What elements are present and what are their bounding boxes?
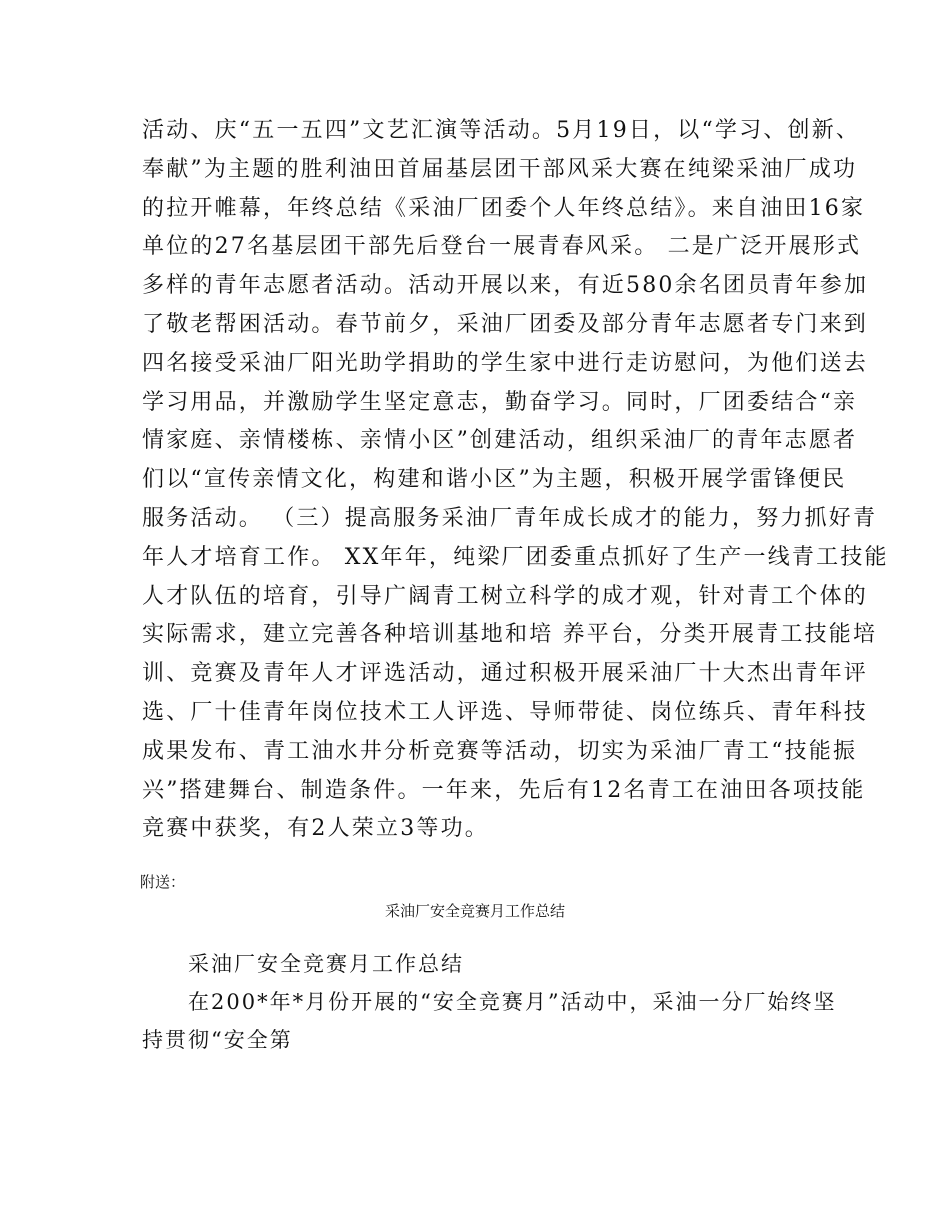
body-line: 情家庭、亲情楼栋、亲情小区”创建活动，组织采油厂的青年志愿者 (142, 428, 858, 454)
body-line: 年人才培育工作。 XX年年，纯梁厂团委重点抓好了生产一线青工技能 (142, 544, 889, 570)
body-line: 竞赛中获奖，有2人荣立3等功。 (142, 816, 489, 842)
appendix-heading: 采油厂安全竞赛月工作总结 (188, 952, 464, 976)
body-line: 们以“宣传亲情文化，构建和谐小区”为主题，积极开展学雷锋便民 (142, 467, 847, 493)
body-line: 兴”搭建舞台、制造条件。一年来，先后有12名青工在油田各项技能 (142, 777, 866, 803)
appendix-label: 附送： (140, 873, 186, 891)
body-line: 人才队伍的培育，引导广阔青工树立科学的成才观，针对青工个体的 (142, 583, 869, 609)
appendix-paragraph-line-2: 持贯彻“安全第 (142, 1028, 293, 1052)
body-line: 学习用品，并激励学生坚定意志，勤奋学习。同时，厂团委结合“亲 (142, 389, 858, 415)
body-line: 多样的青年志愿者活动。活动开展以来，有近580余名团员青年参加 (142, 273, 869, 299)
appendix-title: 采油厂安全竞赛月工作总结 (384, 902, 565, 920)
body-line: 实际需求，建立完善各种培训基地和培 养平台，分类开展青工技能培 (142, 622, 878, 648)
body-line: 活动、庆“五一五四”文艺汇演等活动。5月19日，以“学习、创新、 (142, 118, 861, 143)
body-line: 了敬老帮困活动。春节前夕，采油厂团委及部分青年志愿者专门来到 (142, 312, 869, 337)
body-line: 单位的27名基层团干部先后登台一展青春风采。 二是广泛开展形式 (142, 234, 862, 260)
body-line: 训、竞赛及青年人才评选活动，通过积极开展采油厂十大杰出青年评 (142, 661, 869, 687)
appendix-paragraph-line-1: 在200*年*月份开展的“安全竞赛月”活动中，采油一分厂始终坚 (188, 990, 837, 1014)
body-line: 四名接受采油厂阳光助学捐助的学生家中进行走访慰问，为他们送去 (142, 350, 869, 376)
body-line: 成果发布、青工油水井分析竞赛等活动，切实为采油厂青工“技能振 (142, 738, 858, 764)
body-line: 服务活动。 （三）提高服务采油厂青年成长成才的能力，努力抓好青 (142, 506, 878, 531)
body-line: 的拉开帷幕，年终总结《采油厂团委个人年终总结》。来自油田16家 (142, 195, 866, 221)
body-line: 选、厂十佳青年岗位技术工人评选、导师带徒、岗位练兵、青年科技 (142, 700, 869, 725)
body-line: 奉献”为主题的胜利油田首届基层团干部风采大赛在纯梁采油厂成功 (142, 156, 858, 182)
